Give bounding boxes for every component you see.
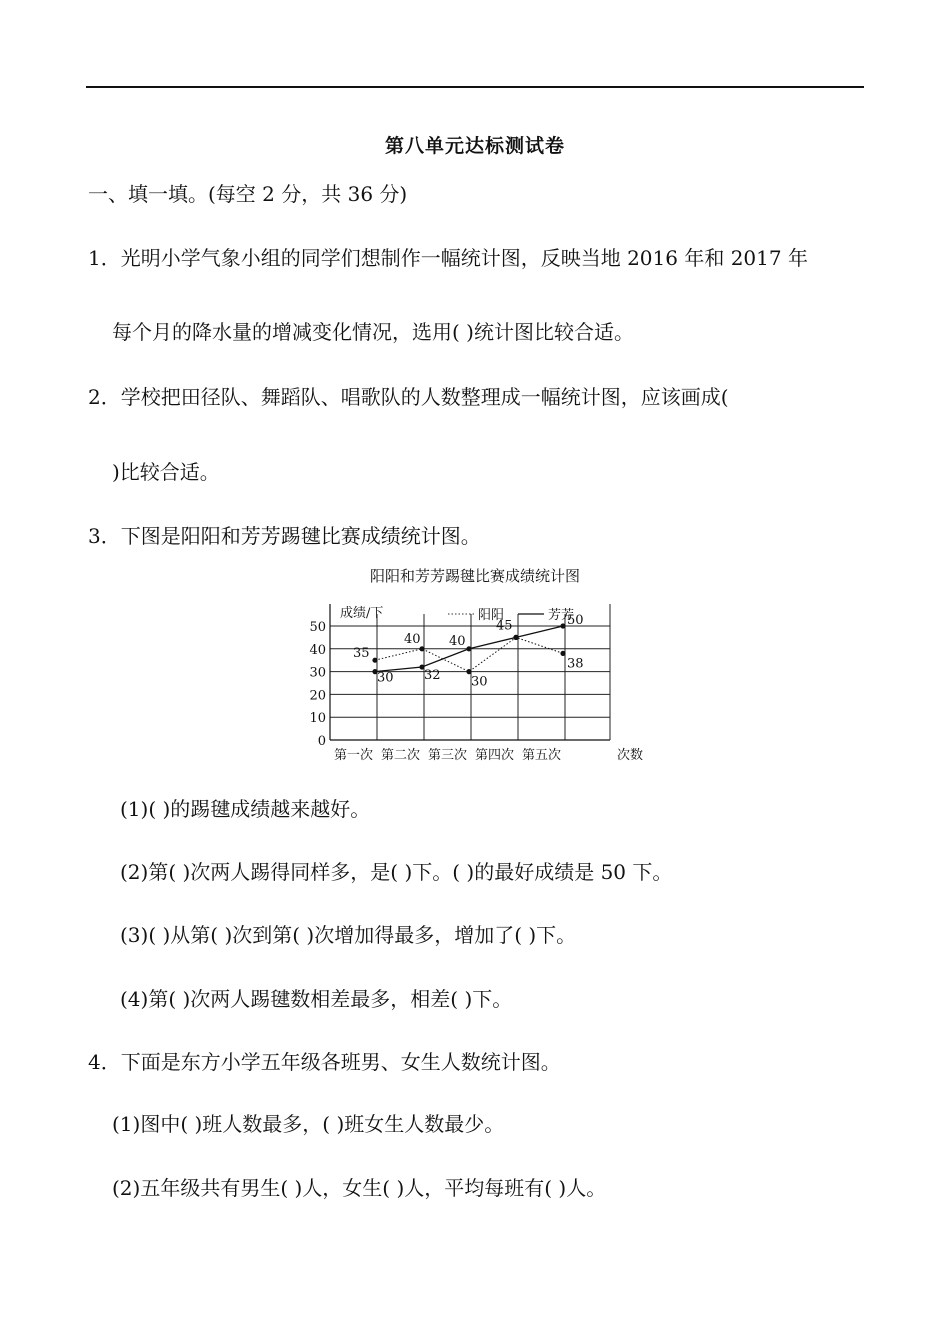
q4-sub1: (1)图中( )班人数最多，( )班女生人数最少。: [112, 1112, 505, 1136]
data-label: 32: [424, 668, 441, 684]
data-label: 45: [496, 618, 513, 634]
chart-title: 阳阳和芳芳踢毽比赛成绩统计图: [369, 567, 580, 585]
q2-line2: )比较合适。: [112, 460, 220, 484]
y-axis-label: 成绩/下: [340, 606, 384, 621]
y-tick-label: 40: [309, 642, 326, 658]
data-point: [466, 646, 471, 651]
legend-fangfang-label: 芳芳: [548, 608, 575, 623]
x-tick-label: 第四次: [474, 748, 515, 763]
data-point: [513, 635, 518, 640]
legend-yangyang-label: 阳阳: [478, 608, 505, 623]
data-label: 50: [567, 613, 584, 628]
x-tick-label: 第五次: [521, 748, 562, 763]
data-label: 40: [449, 633, 466, 649]
data-point: [560, 651, 565, 656]
data-label: 40: [404, 631, 421, 647]
y-tick-label: 30: [309, 665, 326, 681]
y-tick-label: 20: [309, 688, 326, 704]
q3-sub3: (3)( )从第( )次到第( )次增加得最多，增加了( )下。: [120, 923, 577, 947]
x-tick-label: 第二次: [380, 748, 421, 763]
y-tick-label: 50: [309, 620, 326, 635]
q1-line2: 每个月的降水量的增减变化情况，选用( )统计图比较合适。: [112, 320, 634, 344]
q3-sub1: (1)( )的踢毽成绩越来越好。: [120, 797, 371, 821]
x-axis-label: 次数: [616, 748, 644, 763]
q4-sub2: (2)五年级共有男生( )人，女生( )人，平均每班有( )人。: [112, 1176, 607, 1200]
y-tick-label: 0: [317, 734, 326, 749]
data-point: [419, 646, 424, 651]
q4-intro: 4．下面是东方小学五年级各班男、女生人数统计图。: [88, 1050, 561, 1074]
data-label: 35: [353, 646, 370, 662]
x-tick-label: 第一次: [333, 748, 374, 763]
data-point: [372, 658, 377, 663]
q2-line1: 2．学校把田径队、舞蹈队、唱歌队的人数整理成一幅统计图，应该画成(: [88, 385, 729, 409]
q1-line1: 1．光明小学气象小组的同学们想制作一幅统计图，反映当地 2016 年和 2017 年: [88, 246, 808, 270]
y-tick-label: 10: [309, 711, 326, 727]
data-point: [560, 623, 565, 628]
q3-intro: 3．下图是阳阳和芳芳踢毽比赛成绩统计图。: [88, 524, 481, 548]
data-label: 30: [377, 670, 394, 686]
q3-sub4: (4)第( )次两人踢毽数相差最多，相差( )下。: [120, 987, 513, 1011]
data-label: 38: [567, 656, 584, 672]
section-heading: 一、填一填。(每空 2 分，共 36 分): [88, 182, 408, 206]
data-point: [466, 669, 471, 674]
q3-sub2: (2)第( )次两人踢得同样多，是( )下。( )的最好成绩是 50 下。: [120, 860, 673, 884]
page-title: 第八单元达标测试卷: [384, 135, 565, 157]
data-label: 30: [471, 674, 488, 690]
x-tick-label: 第三次: [427, 748, 468, 763]
